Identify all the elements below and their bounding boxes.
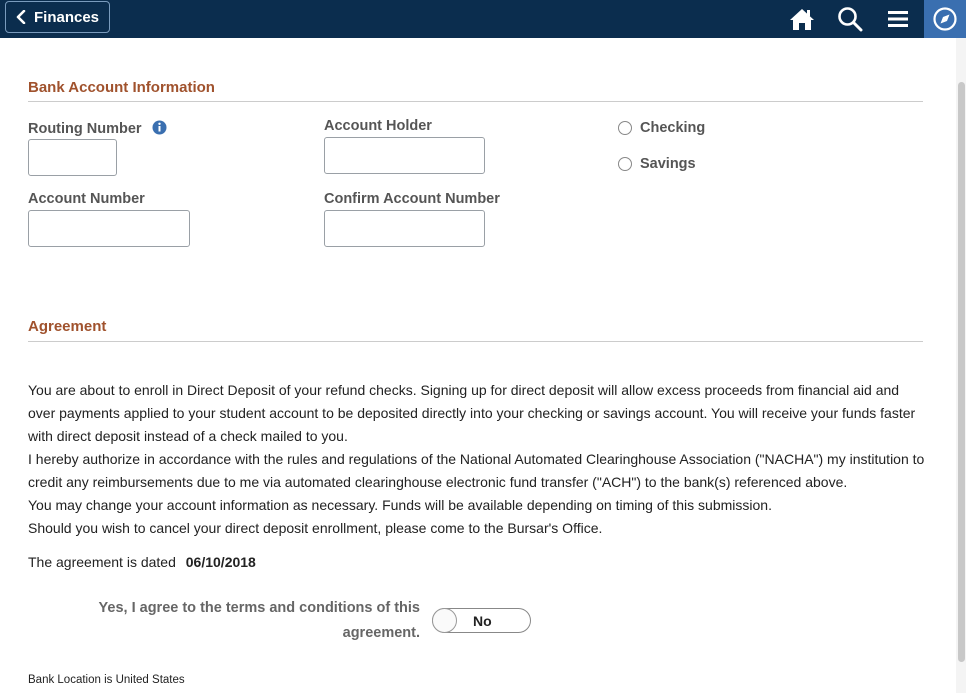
toggle-knob[interactable] bbox=[432, 608, 457, 633]
back-button-label: Finances bbox=[34, 8, 100, 26]
radio-savings-circle[interactable] bbox=[618, 157, 632, 171]
agreement-dated-label: The agreement is dated bbox=[28, 554, 176, 570]
agreement-date-row bbox=[28, 554, 256, 570]
agreement-paragraph: I hereby authorize in accordance with the rules and regulations of the National Automated Clearinghouse Association ("NACHA") my institution to credit any reimbursements due to me via automated clearinghouse electronic fund transfer ("ACH") to the bank(s) referenced above. bbox=[28, 451, 925, 490]
routing-number-input[interactable] bbox=[28, 139, 117, 176]
routing-number-label-text: Routing Number bbox=[28, 121, 142, 137]
account-holder-input[interactable] bbox=[324, 137, 485, 174]
agreement-paragraph: Should you wish to cancel your direct deposit enrollment, please come to the Bursar's Office. bbox=[28, 520, 603, 536]
info-icon[interactable] bbox=[152, 120, 167, 135]
agreement-paragraph: You are about to enroll in Direct Deposit of your refund checks. Signing up for direct deposit will allow excess proceeds from financial aid and over payments applied to your student account to be deposited directly into your checking or savings account. You will receive your funds faster with direct deposit instead of a check mailed to you. bbox=[28, 382, 916, 444]
scrollbar-track[interactable] bbox=[956, 38, 966, 693]
radio-savings-label: Savings bbox=[640, 156, 696, 172]
home-icon[interactable] bbox=[787, 4, 817, 34]
agreement-dated-value: 06/10/2018 bbox=[185, 554, 256, 570]
chevron-left-icon bbox=[16, 10, 26, 24]
radio-checking-label: Checking bbox=[640, 120, 706, 136]
toggle-state-label: No bbox=[473, 613, 492, 629]
radio-checking-circle[interactable] bbox=[618, 121, 632, 135]
confirm-account-number-input[interactable] bbox=[324, 210, 485, 247]
bank-location-note: Bank Location is United States bbox=[28, 674, 185, 686]
agreement-section-title: Agreement bbox=[28, 318, 107, 335]
divider bbox=[28, 341, 923, 342]
agree-terms-label: Yes, I agree to the terms and conditions of this agreement. bbox=[98, 600, 420, 641]
radio-checking[interactable] bbox=[618, 120, 705, 136]
confirm-account-number-label: Confirm Account Number bbox=[324, 191, 500, 207]
search-icon[interactable] bbox=[835, 4, 865, 34]
agree-toggle-switch[interactable] bbox=[432, 608, 531, 633]
menu-icon[interactable] bbox=[883, 4, 913, 34]
bank-section-title: Bank Account Information bbox=[28, 79, 215, 96]
account-holder-label: Account Holder bbox=[324, 118, 432, 134]
routing-number-label bbox=[28, 120, 167, 137]
back-to-finances-button[interactable] bbox=[5, 1, 110, 33]
account-number-label: Account Number bbox=[28, 191, 145, 207]
scrollbar-thumb[interactable] bbox=[958, 82, 965, 662]
top-bar bbox=[0, 0, 966, 38]
divider bbox=[28, 101, 923, 102]
radio-savings[interactable] bbox=[618, 156, 696, 172]
account-number-input[interactable] bbox=[28, 210, 190, 247]
agreement-paragraph: You may change your account information as necessary. Funds will be available depending on timing of this submission. bbox=[28, 497, 772, 513]
agreement-text bbox=[28, 379, 928, 540]
navbar-compass-icon[interactable] bbox=[924, 0, 966, 38]
